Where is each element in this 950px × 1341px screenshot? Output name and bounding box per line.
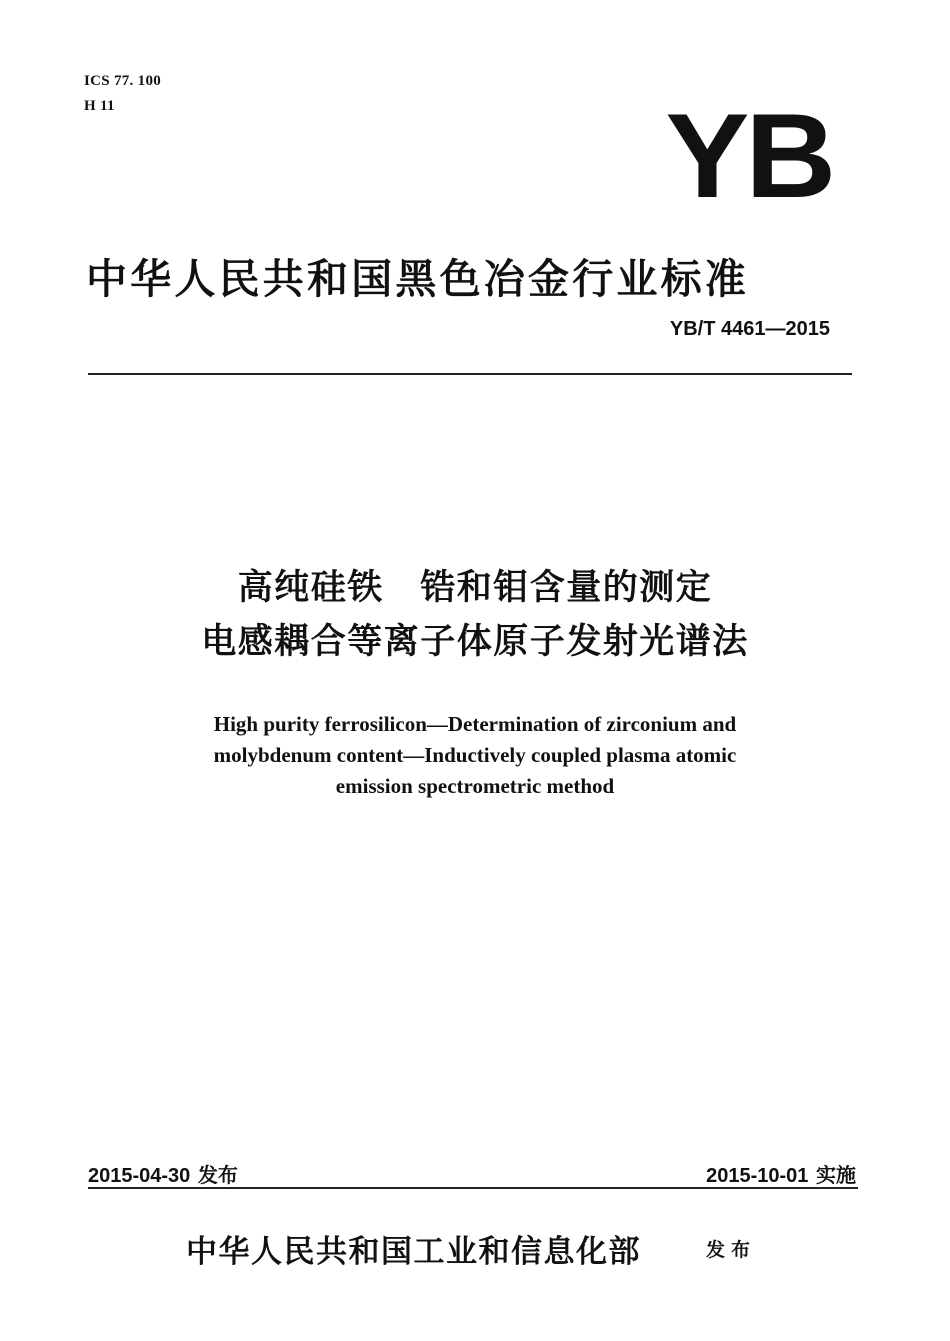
issue-date: 2015-04-30	[88, 1165, 191, 1187]
english-title-line-1: High purity ferrosilicon—Determination of zirconium and	[213, 712, 737, 736]
footer-divider	[88, 1187, 858, 1189]
chinese-title-line-1: 高纯硅铁 锆和钼含量的测定	[237, 568, 713, 608]
issue-date-block	[88, 1159, 238, 1188]
implement-date: 2015-10-01	[706, 1165, 809, 1187]
org-title: 中华人民共和国黑色冶金行业标准	[86, 255, 749, 303]
issuer-name: 中华人民共和国工业和信息化部	[186, 1234, 641, 1270]
yb-logo: YB	[665, 89, 832, 223]
header-divider	[88, 373, 852, 375]
classification-code: H 11	[84, 98, 115, 114]
ics-code: ICS 77. 100	[84, 73, 162, 89]
english-title-line-2: molybdenum content—Inductively coupled plasma atomic	[213, 743, 737, 767]
issuer-suffix: 发布	[706, 1239, 757, 1261]
chinese-title-line-2: 电感耦合等离子体原子发射光谱法	[201, 622, 749, 662]
issue-label: 发布	[197, 1163, 238, 1187]
implement-label: 实施	[816, 1163, 856, 1187]
implement-date-block	[706, 1159, 856, 1188]
standard-number: YB/T 4461—2015	[669, 318, 830, 340]
english-title-line-3: emission spectrometric method	[335, 774, 615, 798]
